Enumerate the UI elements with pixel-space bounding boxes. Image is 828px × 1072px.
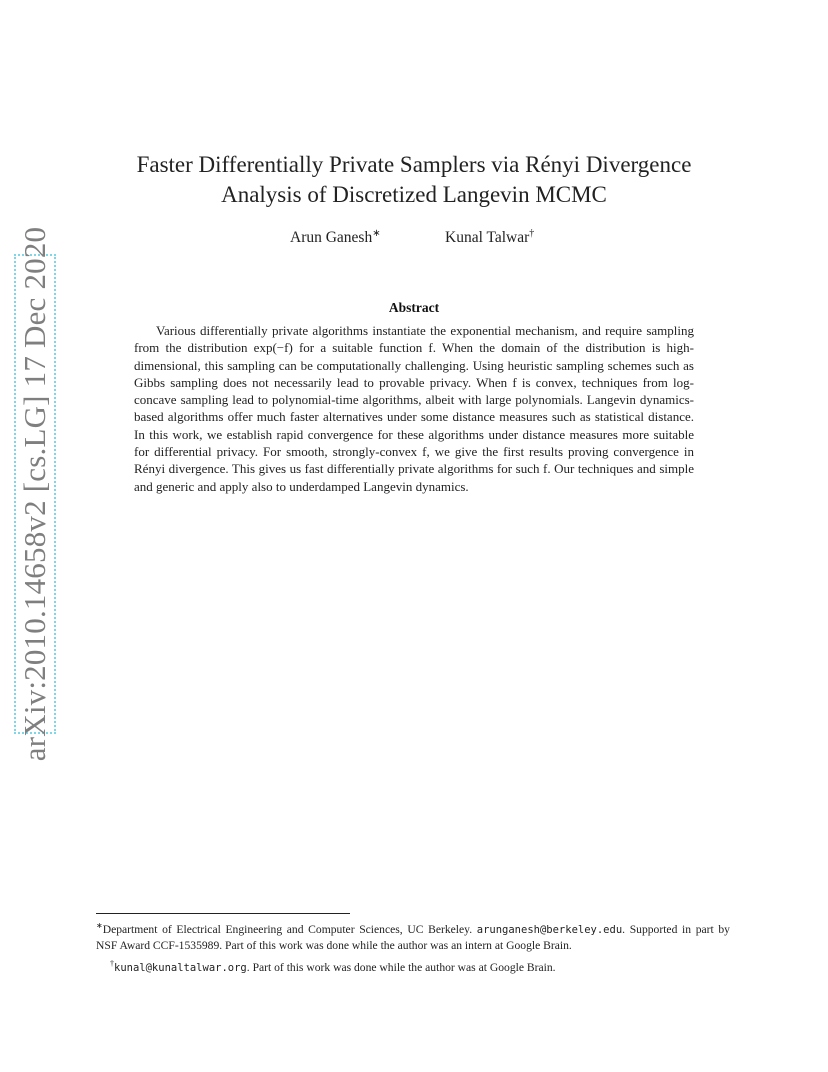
author-1-footnote-mark[interactable]: ∗: [372, 228, 381, 239]
footnote-2-mark: †: [110, 958, 114, 968]
author-2-footnote-mark[interactable]: †: [529, 228, 535, 239]
title-line-1: Faster Differentially Private Samplers via Rényi Divergence: [136, 152, 692, 177]
abstract-body: Various differentially private algorithms instantiate the exponential mechanism, and require sampling from the distribution exp(−f) for a suitable function f. When the domain of the distribution is high-dimensional, this sampling can be computationally challenging. Using heuristic sampling schemes such as Gibbs sampling does not necessarily lead to provable privacy. When f is convex, techniques from log-concave sampling lead to polynomial-time algorithms, albeit with large polynomials. Langevin dynamics-based algorithms offer much faster alternatives under some distance measures such as statistical distance. In this work, we establish rapid convergence for these algorithms under distance measures more suitable for differential privacy. For smooth, strongly-convex f, we give the first results proving convergence in Rényi divergence. This gives us fast differentially private algorithms for such f. Our techniques and simple and generic and apply also to underdamped Langevin dynamics.: [134, 323, 694, 494]
footnote-1-text-rest: . Supported in part by NSF Award CCF-1535989. Part of this work was done while the author was an intern at Google Brain.: [96, 922, 730, 953]
footnote-1: [96, 918, 730, 954]
author-list: [0, 228, 828, 250]
footnotes: [96, 918, 730, 976]
author-2-name: Kunal Talwar: [445, 229, 530, 247]
footnote-divider: [96, 913, 350, 914]
author-2: [445, 228, 534, 247]
paper-title: [0, 150, 828, 210]
footnote-2-email-link[interactable]: kunal@kunaltalwar.org: [114, 961, 247, 974]
arxiv-stamp-text[interactable]: arXiv:2010.14658v2 [cs.LG] 17 Dec 2020: [17, 226, 52, 762]
footnote-2-text-rest: . Part of this work was done while the author was at Google Brain.: [246, 960, 556, 974]
footnote-2: [96, 956, 730, 976]
title-line-2: Analysis of Discretized Langevin MCMC: [221, 182, 607, 207]
footnote-1-email-link[interactable]: arunganesh@berkeley.edu: [476, 923, 623, 936]
footnote-1-mark: ∗: [96, 921, 103, 930]
author-1-name: Arun Ganesh: [290, 229, 373, 247]
footnote-1-text: Department of Electrical Engineering and Computer Sciences, UC Berkeley.: [102, 922, 477, 936]
abstract-heading: Abstract: [388, 300, 440, 315]
author-1: [290, 228, 381, 247]
